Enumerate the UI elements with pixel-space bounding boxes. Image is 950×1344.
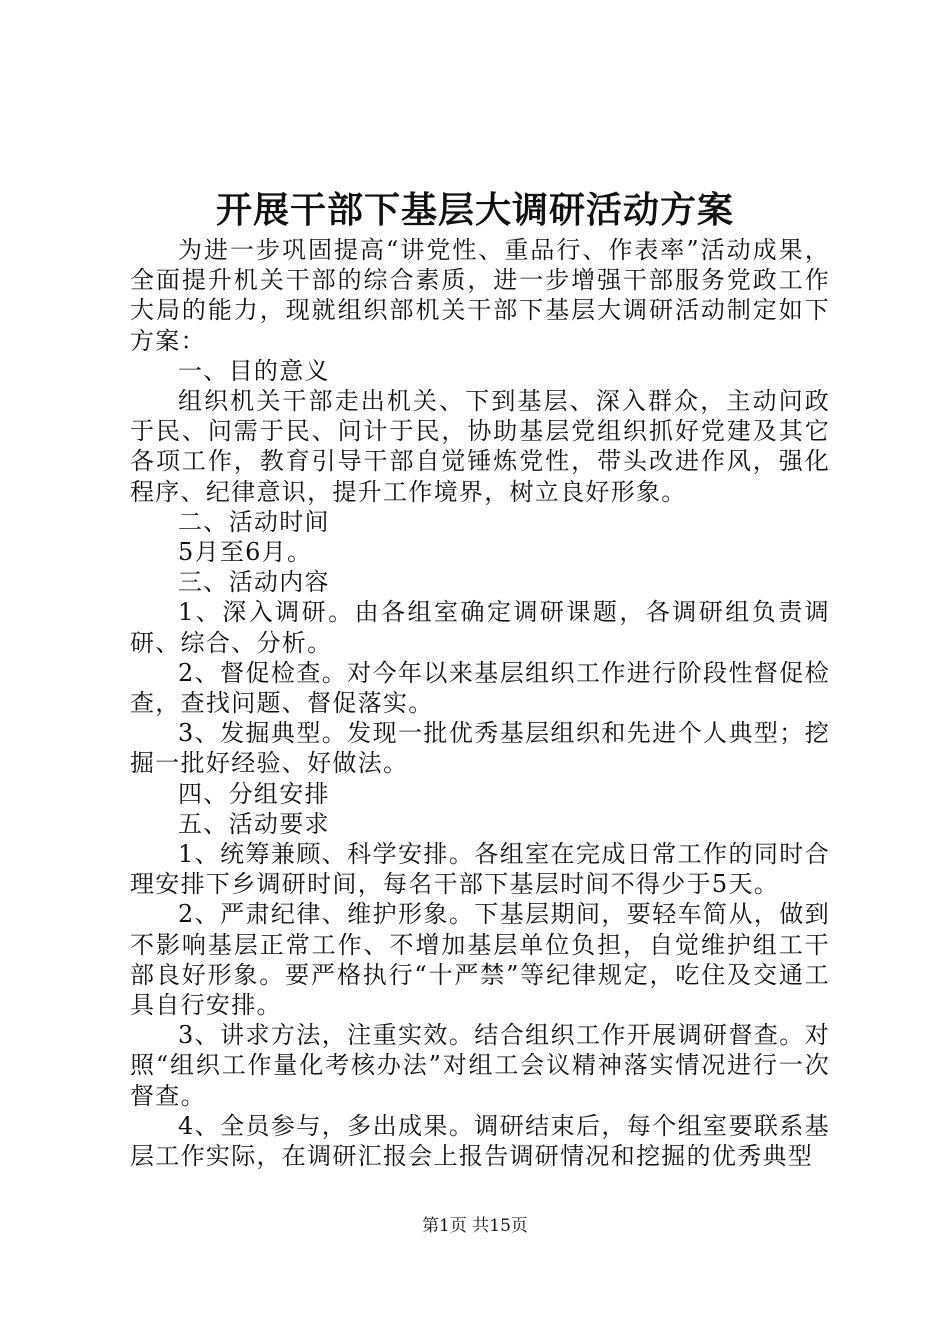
paragraph-requirement-4: 4、全员参与，多出成果。调研结束后，每个组室要联系基层工作实际，在调研汇报会上报告调研情况和挖掘的优秀典型 — [130, 1111, 830, 1171]
heading-time: 二、活动时间 — [178, 507, 330, 536]
paragraph-requirement-2: 2、严肃纪律、维护形象。下基层期间，要轻车简从，做到不影响基层正常工作、不增加基层单位负担，自觉维护组工干部良好形象。要严格执行“十严禁”等纪律规定，吃住及交通工具自行安排。 — [130, 900, 830, 1020]
paragraph-requirement-3: 3、讲求方法，注重实效。结合组织工作开展调研督查。对照“组织工作量化考核办法”对组工会议精神落实情况进行一次督查。 — [130, 1021, 830, 1110]
paragraph-intro: 为进一步巩固提高“讲党性、重品行、作表率”活动成果，全面提升机关干部的综合素质，进一步增强干部服务党政工作大局的能力，现就组织部机关干部下基层大调研活动制定如下方案： — [130, 236, 830, 355]
page-footer: 第1页 共15页 — [422, 1216, 528, 1236]
paragraph-content-2: 2、督促检查。对今年以来基层组织工作进行阶段性督促检查，查找问题、督促落实。 — [130, 658, 830, 718]
heading-grouping: 四、分组安排 — [178, 779, 330, 808]
paragraph-content-3: 3、发掘典型。发现一批优秀基层组织和先进个人典型；挖掘一批好经验、好做法。 — [130, 719, 830, 778]
paragraph-content-1: 1、深入调研。由各组室确定调研课题，各调研组负责调研、综合、分析。 — [130, 598, 830, 657]
heading-purpose: 一、目的意义 — [178, 356, 330, 385]
heading-requirements: 五、活动要求 — [178, 809, 330, 838]
document-body — [130, 235, 830, 1171]
document-title: 开展干部下基层大调研活动方案 — [215, 189, 734, 231]
paragraph-requirement-1: 1、统筹兼顾、科学安排。各组室在完成日常工作的同时合理安排下乡调研时间，每名干部下基层时间不得少于5天。 — [130, 840, 830, 899]
paragraph-purpose: 组织机关干部走出机关、下到基层、深入群众，主动问政于民、问需于民、问计于民，协助基层党组织抓好党建及其它各项工作，教育引导干部自觉锤炼党性，带头改进作风，强化程序、纪律意识，提升工作境界，树立良好形象。 — [130, 387, 830, 506]
heading-content: 三、活动内容 — [178, 568, 330, 597]
paragraph-time: 5月至6月。 — [178, 538, 313, 567]
